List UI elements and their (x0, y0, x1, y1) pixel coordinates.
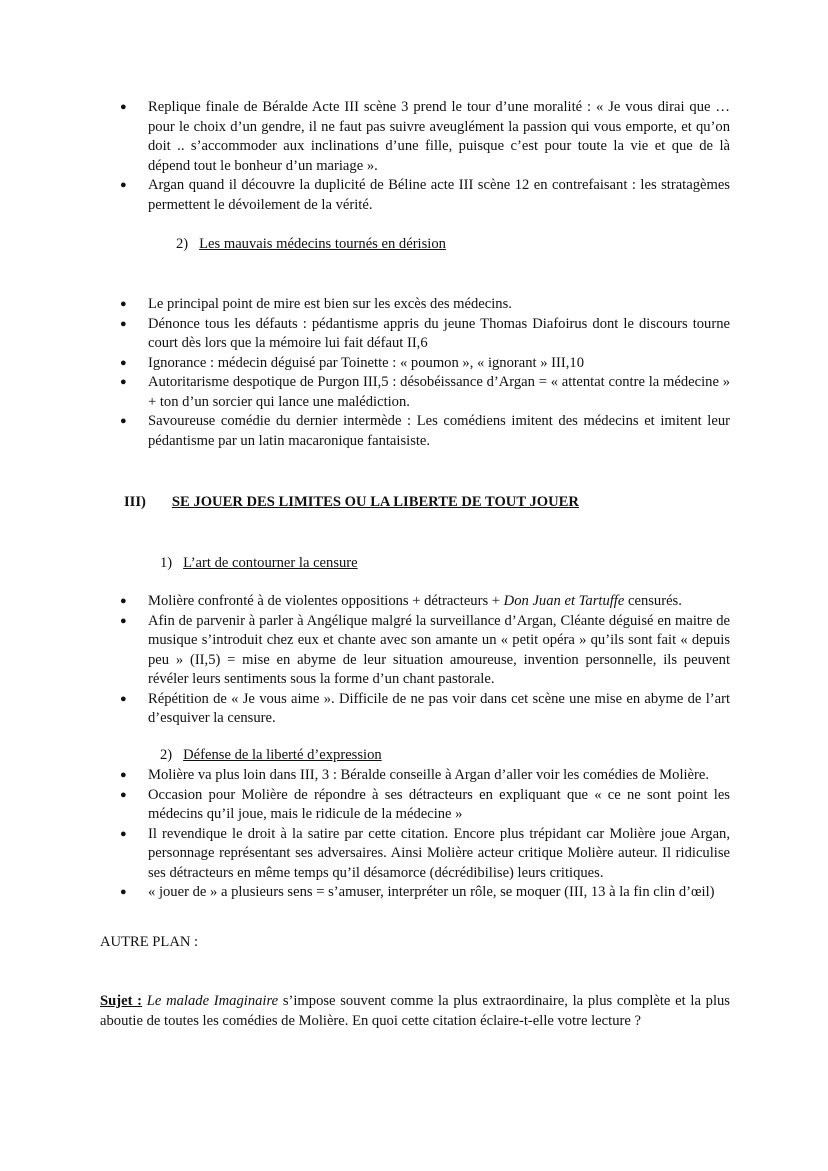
list-item: ● Afin de parvenir à parler à Angélique malgré la surveillance d’Argan, Cléante déguisé en maitre de musique s’introduit chez eux et chante avec son amante un « petit opéra » qu’ils sont fait « depuis peu » (II,5) = mise en abyme de leur situation amoureuse, invention personnelle, ils peuvent révéler leurs sentiments sous la forme d’un chant pastorale. (120, 612, 730, 687)
list-item: ● Le principal point de mire est bien sur les excès des médecins. (100, 295, 730, 315)
bullet-icon: ● (120, 298, 127, 310)
bullet-icon: ● (120, 356, 127, 369)
list-item: ● Ignorance : médecin déguisé par Toinette : « poumon », « ignorant » III,10 (100, 354, 730, 374)
section-title: Les mauvais médecins tournés en dérision (199, 236, 446, 252)
list-item: ● Occasion pour Molière de répondre à ses détracteurs en expliquant que « ce ne sont point les médecins qu’il joue, mais le ridicule de la médecine » (120, 786, 730, 822)
list-item: ● Savoureuse comédie du dernier intermède : Les comédiens imitent des médecins et imitent leur pédantisme par un latin macaronique fantaisiste. (120, 413, 730, 449)
section-number: 1) (160, 555, 173, 571)
section-3-bullets (100, 592, 730, 729)
section-3-heading (160, 554, 358, 574)
bullet-icon: ● (120, 886, 127, 898)
section-1-bullets (100, 98, 730, 215)
part-title: SE JOUER DES LIMITES OU LA LIBERTE DE TOUT JOUER (171, 494, 579, 510)
list-item: ● Il revendique le droit à la satire par cette citation. Encore plus trépidant car Molière joue Argan, personnage représentant ses adversaires. Ainsi Molière acteur critique Molière auteur. Il ridiculise ses détracteurs en même temps qu’il désamorce (décrédibilise) leurs critiques. (120, 825, 730, 881)
list-item: ● Autoritarisme despotique de Purgon III,5 : désobéissance d’Argan = « attentat contre la médecine » + ton d’un sorcier qui lance une malédiction. (120, 374, 730, 410)
section-title: Défense de la liberté d’expression (183, 747, 382, 763)
section-4-heading (160, 746, 382, 766)
list-item: ● Argan quand il découvre la duplicité de Béline acte III scène 12 en contrefaisant : les stratagèmes permettent le dévoilement de la vérité. (120, 177, 730, 213)
autre-plan-label: AUTRE PLAN : (100, 934, 199, 950)
bullet-icon: ● (120, 415, 127, 427)
sujet-text: s’impose souvent comme la plus extraordinaire, la plus complète et la plus aboutie de toutes les comédies de Molière. En quoi cette citation éclaire-t-elle votre lecture ? (100, 993, 730, 1029)
list-item: ● Molière confronté à de violentes oppositions + détracteurs + Don Juan et Tartuffe censurés. (100, 592, 730, 612)
bullet-icon: ● (120, 101, 127, 113)
list-item: ● Molière va plus loin dans III, 3 : Béralde conseille à Argan d’aller voir les comédies de Molière. (100, 766, 730, 786)
part-3-heading (124, 493, 579, 513)
sujet-label: Sujet : (100, 993, 143, 1009)
bullet-icon: ● (120, 827, 127, 840)
bullet-icon: ● (120, 179, 127, 191)
sujet-paragraph (100, 992, 730, 1031)
section-number: 2) (176, 236, 189, 252)
part-number: III) (124, 494, 146, 510)
section-number: 2) (160, 747, 173, 763)
section-2-bullets (100, 295, 730, 451)
list-item: ● Replique finale de Béralde Acte III scène 3 prend le tour d’une moralité : « Je vous dirai que … pour le choix d’un gendre, il ne faut pas suivre aveuglément la passion qui vous emporte, et qu’on doit .. s’accommoder aux inclinations d’une fille, puisque c’est pour toute la vie et que de là dépend tout le bonheur d’un mariage ». (120, 99, 730, 174)
bullet-icon: ● (120, 595, 127, 607)
list-item: ● Répétition de « Je vous aime ». Difficile de ne pas voir dans cet scène une mise en abyme de l’art d’esquiver la censure. (120, 690, 730, 726)
list-item: ● « jouer de » a plusieurs sens = s’amuser, interpréter un rôle, se moquer (III, 13 à la fin clin d’œil) (100, 883, 730, 903)
bullet-icon: ● (120, 788, 127, 801)
list-item: ● Dénonce tous les défauts : pédantisme appris du jeune Thomas Diafoirus dont le discours tourne court dès lors que la mémoire lui fait défaut II,6 (120, 315, 730, 351)
bullet-icon: ● (120, 614, 127, 627)
section-4-bullets (100, 766, 730, 903)
bullet-icon: ● (120, 692, 127, 705)
bullet-icon: ● (120, 769, 127, 781)
sujet-work-title: Le malade Imaginaire (146, 993, 279, 1009)
bullet-icon: ● (120, 317, 127, 330)
section-2-heading (176, 235, 446, 255)
section-title: L’art de contourner la censure (183, 555, 358, 571)
bullet-icon: ● (120, 376, 127, 388)
